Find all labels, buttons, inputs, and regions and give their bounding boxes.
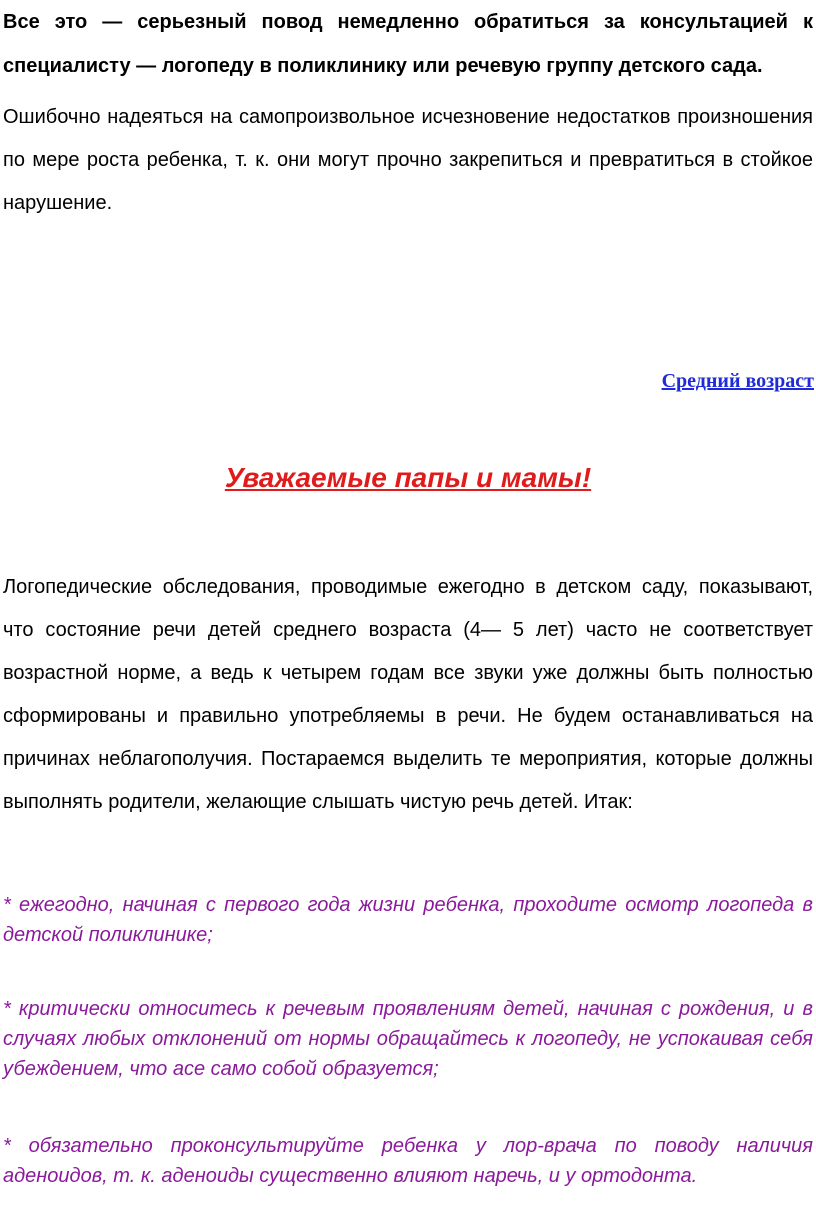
list-item: * ежегодно, начиная с первого года жизни ребенка, проходите осмотр логопеда в детской поликлинике; bbox=[3, 894, 813, 946]
section-heading-link[interactable]: Средний возраст bbox=[661, 370, 814, 392]
intro-paragraph: Ошибочно надеяться на самопроизвольное исчезновение недостатков произношения по мере роста ребенка, т. к. они могут прочно закрепиться и превратиться в стойкое нарушение. bbox=[3, 106, 813, 214]
greeting-heading: Уважаемые папы и мамы! bbox=[224, 462, 592, 493]
section-paragraph: Логопедические обследования, проводимые ежегодно в детском саду, показывают, что состояние речи детей среднего возраста (4— 5 лет) часто не соответствует возрастной норме, а ведь к четырем годам все звуки уже должны быть полностью сформированы и правильно употребляемы в речи. Не будем останавливаться на причинах неблагополучия. Постараемся выделить те мероприятия, которые должны выполнять родители, желающие слышать чистую речь детей. Итак: bbox=[3, 576, 813, 813]
list-item: * обязательно проконсультируйте ребенка у лор-врача по поводу наличия аденоидов, т. к. аденоиды существенно влияют наречь, и у ортодонта. bbox=[3, 1135, 813, 1187]
list-item: * критически относитесь к речевым проявлениям детей, начиная с рождения, и в случаях любых отклонений от нормы обращайтесь к логопеду, не успокаивая себя убеждением, что асе само собой образуется; bbox=[3, 998, 813, 1080]
intro-bold-paragraph: Все это — серьезный повод немедленно обратиться за консультацией к специалисту — логопеду в поликлинику или речевую группу детского сада. bbox=[3, 11, 813, 77]
